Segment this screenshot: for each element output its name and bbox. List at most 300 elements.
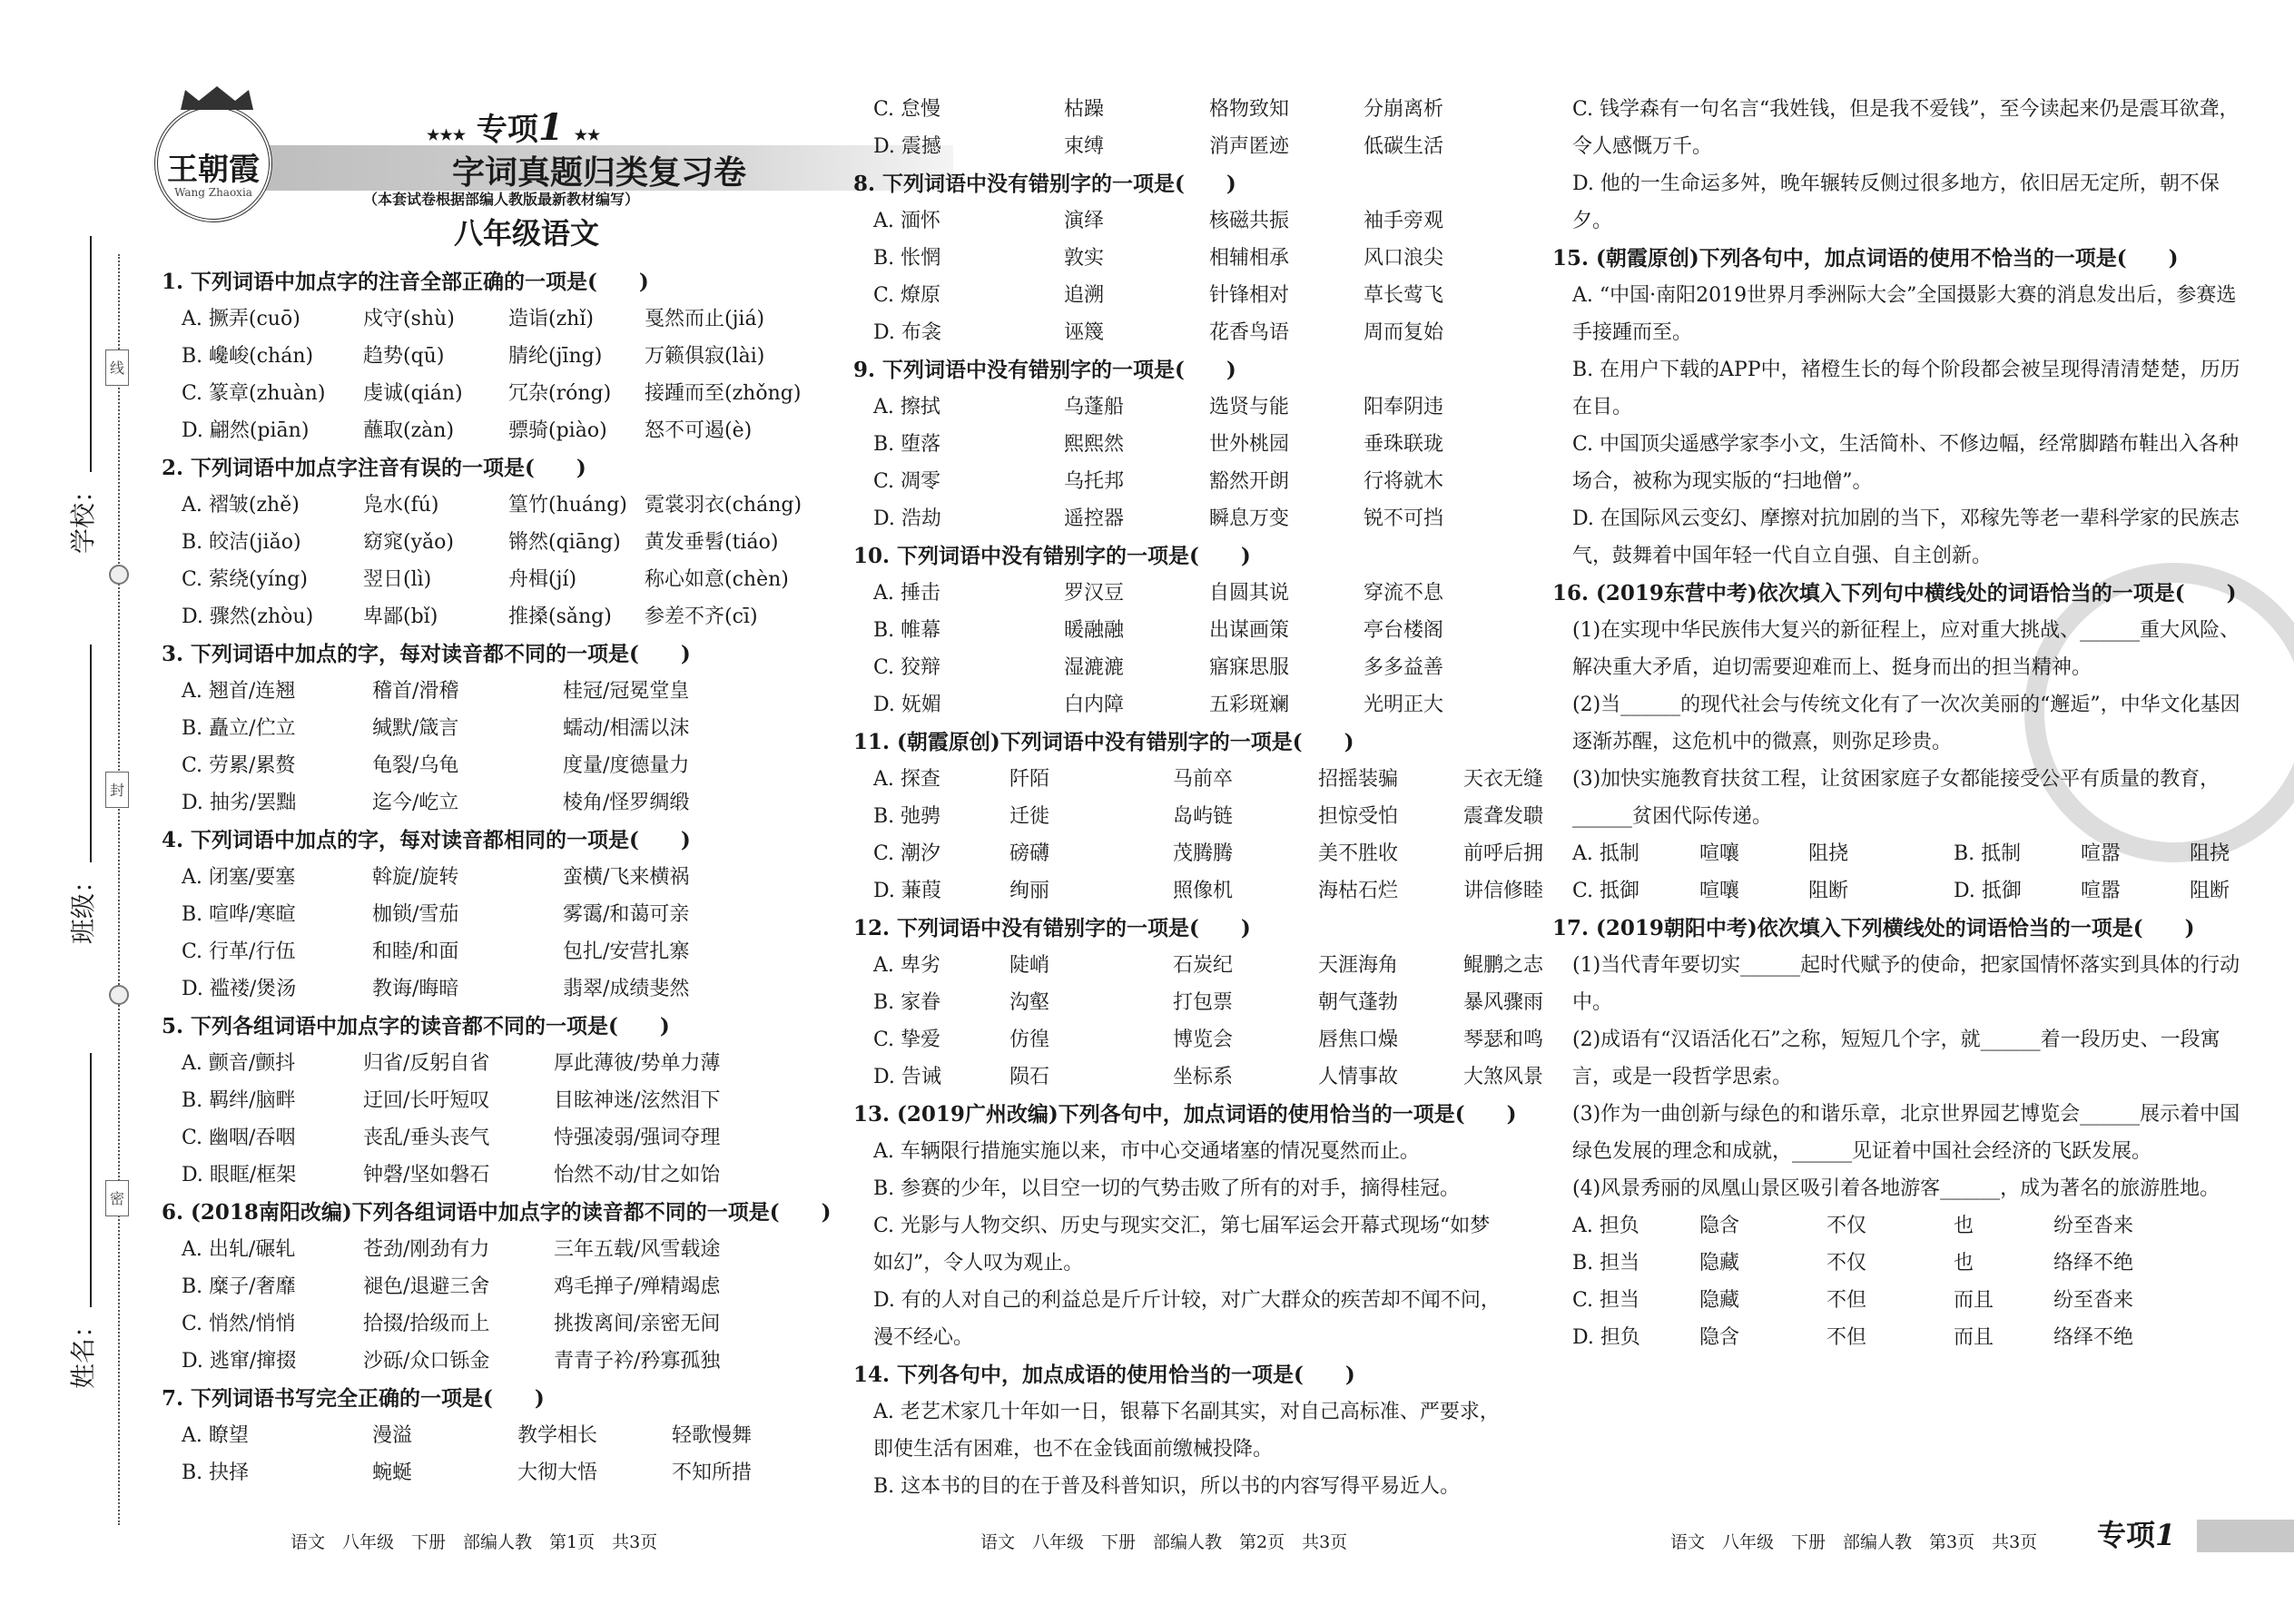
- page-3: [1534, 0, 2260, 1624]
- page-footer: 语文 八年级 下册 部编人教 第1页 共3页: [290, 1532, 658, 1552]
- option-cell: 相辅相承: [1209, 247, 1290, 270]
- option-cell: 趋势(qū): [363, 345, 445, 368]
- question-2-option: [162, 561, 806, 598]
- option-cell: 雾霭/和蔼可亲: [563, 903, 690, 926]
- option-cell: 怡然不动/甘之如饴: [554, 1164, 721, 1186]
- question-8-option: [853, 202, 1507, 240]
- option-cell: 隐藏: [1699, 1252, 1740, 1275]
- option-cell: 敦实: [1064, 247, 1105, 270]
- option-cell: 仿徨: [1009, 1029, 1050, 1051]
- option-cell: 唇焦口燥: [1318, 1029, 1399, 1051]
- page-1: [154, 0, 832, 1624]
- option-cell: 阳奉阴违: [1364, 396, 1444, 418]
- question-1-option: [162, 375, 806, 412]
- question-3-stem: 3. 下列词语中加点的字，每对读音都不同的一项是( ): [162, 642, 691, 666]
- question-13-stem: 13. (2019广州改编)下列各句中，加点词语的使用恰当的一项是( ): [853, 1102, 1517, 1127]
- option-cell: 桂冠/冠冕堂皇: [563, 680, 690, 703]
- binding-hole: [109, 985, 129, 1005]
- question-7-option: [162, 1417, 806, 1454]
- question-17-option: [1552, 1207, 2242, 1245]
- option-cell: D. 蒹葭: [873, 880, 941, 902]
- option-cell: ★★: [574, 126, 601, 143]
- option-cell: 乌蓬船: [1064, 396, 1125, 418]
- question-2-stem: 2. 下列词语中加点字注音有误的一项是( ): [162, 456, 586, 480]
- question-12-option: [853, 1058, 1544, 1096]
- question-16-sentence: (2)当______的现代社会与传统文化有了一次次美丽的“邂逅”，中华文化基因逐渐苏醒，这危机中的微熹，则弥足珍贵。: [1572, 694, 2240, 753]
- option-cell: 蘸取(zàn): [363, 419, 455, 442]
- option-cell: 教学相长: [517, 1424, 598, 1447]
- option-cell: D. 骤然(zhòu): [182, 605, 314, 628]
- question-4-option: [162, 933, 806, 970]
- question-10-stem: 10. 下列词语中没有错别字的一项是( ): [853, 544, 1251, 568]
- option-cell: 乌托邦: [1064, 470, 1125, 493]
- option-cell: 前呼后拥: [1463, 842, 1544, 865]
- option-cell: 纷至沓来: [2053, 1215, 2134, 1237]
- question-9-stem: 9. 下列词语中没有错别字的一项是( ): [853, 358, 1236, 382]
- option-cell: 黄发垂髫(tiáo): [645, 531, 779, 554]
- option-cell: A. 出轧/碾轧: [182, 1238, 296, 1261]
- logo-subtext: Wang Zhaoxia: [174, 186, 252, 199]
- option-cell: 担惊受怕: [1318, 805, 1399, 828]
- option-cell: 拾掇/拾级而上: [363, 1313, 490, 1335]
- question-14-option: D. 他的一生命运多舛，晚年辗转反侧过很多地方，依旧居无定所，朝不保夕。: [1572, 172, 2220, 232]
- option-cell: 阻挠: [1808, 842, 1849, 865]
- option-cell: A. 卑劣: [873, 954, 940, 977]
- option-cell: 专项: [2097, 1518, 2156, 1552]
- logo-text: 王朝霞: [167, 152, 260, 188]
- question-5-option: [162, 1045, 806, 1082]
- question-10-option: [853, 575, 1507, 612]
- question-17-option: [1552, 1245, 2242, 1282]
- option-cell: 遥控器: [1064, 507, 1125, 530]
- option-cell: 沙砾/众口铄金: [363, 1350, 490, 1373]
- option-cell: 阻挠: [2190, 842, 2230, 865]
- option-cell: 戛然而止(jiá): [645, 308, 765, 330]
- question-17-option: [1552, 1282, 2242, 1319]
- option-cell: 隐含: [1699, 1215, 1740, 1237]
- series-number: 1: [537, 106, 564, 149]
- option-cell: 不知所措: [672, 1462, 753, 1484]
- option-cell: 目眩神迷/泫然泪下: [554, 1089, 721, 1112]
- option-cell: D. 眼眶/框架: [182, 1164, 297, 1186]
- option-cell: 归省/反躬自省: [363, 1052, 490, 1075]
- option-cell: 照像机: [1173, 880, 1234, 902]
- option-cell: 朝气蓬勃: [1318, 991, 1399, 1014]
- option-cell: B. 怅惘: [873, 247, 941, 270]
- question-11-option: [853, 798, 1544, 835]
- question-6-option: [162, 1268, 806, 1305]
- class-field: [64, 645, 100, 944]
- option-cell: 不仅: [1826, 1215, 1867, 1237]
- school-label: 学校：: [68, 477, 98, 554]
- question-4-option: [162, 896, 806, 933]
- question-14-stem: 14. 下列各句中，加点成语的使用恰当的一项是( ): [853, 1363, 1355, 1387]
- option-cell: 绚丽: [1009, 880, 1050, 902]
- option-cell: 磅礴: [1009, 842, 1050, 865]
- option-cell: 骠骑(piào): [508, 419, 607, 442]
- option-cell: 缄默/箴言: [372, 717, 459, 740]
- option-cell: 蠕动/相濡以沫: [563, 717, 690, 740]
- option-cell: 周而复始: [1364, 321, 1444, 344]
- option-cell: 度量/度德量力: [563, 754, 690, 777]
- question-6-stem: 6. (2018南阳改编)下列各组词语中加点字的读音都不同的一项是( ): [162, 1200, 832, 1225]
- option-cell: 暖融融: [1064, 619, 1125, 642]
- edition-note: （本套试卷根据部编人教版最新教材编写）: [363, 191, 640, 208]
- option-cell: 消声匿迹: [1209, 135, 1290, 158]
- question-16-option: [1552, 835, 2242, 872]
- question-15-option: B. 在用户下载的APP中，褚橙生长的每个阶段都会被呈现得清清楚楚，历历在目。: [1572, 359, 2240, 418]
- binding-dotted-line: [118, 254, 120, 1525]
- option-cell: 人情事故: [1318, 1066, 1399, 1088]
- option-cell: 海枯石烂: [1318, 880, 1399, 902]
- option-cell: 称心如意(chèn): [645, 568, 789, 591]
- option-cell: 腈纶(jīng): [508, 345, 603, 368]
- question-11-option: [853, 835, 1544, 872]
- question-7-stem: 7. 下列词语书写完全正确的一项是( ): [162, 1386, 545, 1411]
- question-13-option: D. 有的人对自己的利益总是斤斤计较，对广大群众的疾苦却不闻不问，漫不经心。: [873, 1289, 1501, 1349]
- question-17-sentence: (4)风景秀丽的凤凰山景区吸引着各地游客______，成为著名的旅游胜地。: [1572, 1177, 2220, 1200]
- question-14-option: B. 这本书的目的在于普及科普知识，所以书的内容写得平易近人。: [873, 1475, 1461, 1498]
- brand-logo: [154, 104, 272, 222]
- question-11-stem: 11. (朝霞原创)下列词语中没有错别字的一项是( ): [853, 730, 1354, 754]
- option-cell: 分崩离析: [1364, 98, 1444, 121]
- option-cell: 褪色/退避三舍: [363, 1275, 490, 1298]
- question-8-option: [853, 314, 1507, 351]
- question-2-option: [162, 598, 806, 635]
- option-cell: C. 凋零: [873, 470, 941, 493]
- question-12-option: [853, 947, 1544, 984]
- question-4-option: [162, 859, 806, 896]
- series-footer-mark: [2097, 1512, 2175, 1554]
- question-11-option: [853, 761, 1544, 798]
- option-cell: 斡旋/旋转: [372, 866, 459, 889]
- question-13-option: B. 参赛的少年，以目空一切的气势击败了所有的对手，摘得桂冠。: [873, 1177, 1461, 1200]
- question-14-option: C. 钱学森有一句名言“我姓钱，但是我不爱钱”，至今读起来仍是震耳欲聋，令人感慨万千。: [1572, 98, 2240, 158]
- option-cell: C. 行革/行伍: [182, 940, 296, 963]
- grade-subject: 八年级语文: [454, 216, 600, 251]
- option-cell: 络绎不绝: [2053, 1252, 2134, 1275]
- option-cell: C. 劳累/累赘: [182, 754, 296, 777]
- question-12-option: [853, 1021, 1544, 1058]
- question-8-option: [853, 277, 1507, 314]
- option-cell: 1: [2155, 1518, 2176, 1552]
- option-cell: A. 抵制: [1572, 842, 1639, 865]
- option-cell: 枯躁: [1064, 98, 1105, 121]
- question-6-option: [162, 1343, 806, 1380]
- option-cell: 苍劲/刚劲有力: [363, 1238, 490, 1261]
- option-cell: 钟磬/坚如磐石: [363, 1164, 490, 1186]
- option-cell: A. 探查: [873, 768, 940, 791]
- option-cell: 轻歌慢舞: [672, 1424, 753, 1447]
- question-17-sentence: (2)成语有“汉语活化石”之称，短短几个字，就______着一段历史、一段寓言，或是一段哲学思索。: [1572, 1029, 2220, 1088]
- option-cell: B. 担当: [1572, 1252, 1640, 1275]
- option-cell: 打包票: [1173, 991, 1234, 1014]
- option-cell: A. 颤音/颤抖: [182, 1052, 296, 1075]
- question-11-option: [853, 872, 1544, 910]
- option-cell: 枷锁/雪茄: [372, 903, 459, 926]
- question-10-option: [853, 686, 1507, 723]
- option-cell: 白内障: [1064, 694, 1125, 716]
- option-cell: A. 瞭望: [182, 1424, 249, 1447]
- option-cell: 挑拨离间/亲密无间: [554, 1313, 721, 1335]
- question-17-sentence: (3)作为一曲创新与绿色的和谐乐章，北京世界园艺博览会______展示着中国绿色发展的理念和成就，______见证着中国社会经济的飞跃发展。: [1572, 1103, 2240, 1163]
- option-cell: 天衣无缝: [1463, 768, 1544, 791]
- option-cell: D. 妩媚: [873, 694, 941, 716]
- question-5-option: [162, 1119, 806, 1156]
- option-cell: D. 抵御: [1954, 880, 2022, 902]
- seal-mark-seal: 封: [105, 772, 129, 808]
- option-cell: 锐不可挡: [1364, 507, 1444, 530]
- option-cell: 推搡(sǎng): [508, 605, 612, 628]
- option-cell: 垂珠联珑: [1364, 433, 1444, 456]
- option-cell: A. 擦拭: [873, 396, 940, 418]
- option-cell: 不但: [1826, 1289, 1867, 1312]
- option-cell: 震聋发聩: [1463, 805, 1544, 828]
- option-cell: 选贤与能: [1209, 396, 1290, 418]
- option-cell: 马前卒: [1173, 768, 1234, 791]
- option-cell: 冗杂(róng): [508, 382, 612, 405]
- option-cell: 寤寐思服: [1209, 656, 1290, 679]
- option-cell: D. 布衾: [873, 321, 941, 344]
- option-cell: A. 湎怀: [873, 210, 940, 232]
- option-cell: 戍守(shù): [363, 308, 455, 330]
- option-cell: A. 闭塞/要塞: [182, 866, 296, 889]
- option-cell: 翡翠/成绩斐然: [563, 978, 690, 1000]
- option-cell: 蛮横/飞来横祸: [563, 866, 690, 889]
- question-5-stem: 5. 下列各组词语中加点字的读音都不同的一项是( ): [162, 1014, 670, 1038]
- school-field: [64, 236, 100, 554]
- question-7-option: [162, 1454, 806, 1491]
- option-cell: 鲲鹏之志: [1463, 954, 1544, 977]
- option-cell: 豁然开朗: [1209, 470, 1290, 493]
- option-cell: B. 矗立/伫立: [182, 717, 296, 740]
- option-cell: C. 担当: [1572, 1289, 1640, 1312]
- option-cell: 也: [1954, 1252, 1974, 1275]
- page-footer: 语文 八年级 下册 部编人教 第2页 共3页: [980, 1532, 1348, 1552]
- option-cell: 阡陌: [1009, 768, 1050, 791]
- option-cell: 霓裳羽衣(cháng): [645, 494, 802, 517]
- question-10-option: [853, 612, 1507, 649]
- questions-col3: [1552, 91, 2242, 1356]
- option-cell: B. 帷幕: [873, 619, 941, 642]
- option-cell: 稽首/滑稽: [372, 680, 459, 703]
- option-cell: 花香鸟语: [1209, 321, 1290, 344]
- option-cell: C. 潮汐: [873, 842, 941, 865]
- option-cell: B. 弛骋: [873, 805, 941, 828]
- question-1-option: [162, 300, 806, 338]
- option-cell: 讲信修睦: [1463, 880, 1544, 902]
- option-cell: 坐标系: [1173, 1066, 1234, 1088]
- page-2: [835, 0, 1544, 1624]
- option-cell: D. 震撼: [873, 135, 941, 158]
- option-cell: 漫溢: [372, 1424, 413, 1447]
- option-cell: 迁徙: [1009, 805, 1050, 828]
- option-cell: 针锋相对: [1209, 284, 1290, 307]
- option-cell: 大彻大悟: [517, 1462, 598, 1484]
- option-cell: C. 狡辩: [873, 656, 941, 679]
- question-9-option: [853, 500, 1507, 537]
- option-cell: 行将就木: [1364, 470, 1444, 493]
- question-7-option: [853, 91, 1507, 128]
- question-3-option: [162, 710, 806, 747]
- option-cell: 教诲/晦暗: [372, 978, 459, 1000]
- option-cell: 隐藏: [1699, 1289, 1740, 1312]
- option-cell: A. 翘首/连翘: [182, 680, 296, 703]
- option-cell: 三年五载/风雪载途: [554, 1238, 721, 1261]
- question-10-option: [853, 649, 1507, 686]
- option-cell: 参差不齐(cī): [645, 605, 758, 628]
- option-cell: 演绎: [1064, 210, 1105, 232]
- option-cell: 阻断: [2190, 880, 2230, 902]
- option-cell: 而且: [1954, 1326, 1994, 1349]
- option-cell: 湿漉漉: [1064, 656, 1125, 679]
- option-cell: 舟楫(jí): [508, 568, 577, 591]
- option-cell: 博览会: [1173, 1029, 1234, 1051]
- question-6-option: [162, 1231, 806, 1268]
- option-cell: B. 家眷: [873, 991, 941, 1014]
- option-cell: C. 悄然/悄悄: [182, 1313, 296, 1335]
- option-cell: 纷至沓来: [2053, 1289, 2134, 1312]
- option-cell: 世外桃园: [1209, 433, 1290, 456]
- option-cell: 沟壑: [1009, 991, 1050, 1014]
- option-cell: 篁竹(huáng): [508, 494, 627, 517]
- option-cell: 低碳生活: [1364, 135, 1444, 158]
- option-cell: D. 告诫: [873, 1066, 941, 1088]
- question-9-option: [853, 463, 1507, 500]
- question-16-sentence: (3)加快实施教育扶贫工程，让贫困家庭子女都能接受公平有质量的教育，______贫困代际传递。: [1572, 768, 2220, 828]
- option-cell: 石炭纪: [1173, 954, 1234, 977]
- question-15-option: C. 中国顶尖遥感学家李小文，生活简朴、不修边幅，经常脚踏布鞋出入各种场合，被称为现实版的“扫地僧”。: [1572, 433, 2240, 493]
- question-14-option: A. 老艺术家几十年如一日，银幕下名副其实，对自己高标准、严要求，即使生活有困难，也不在金钱面前缴械投降。: [873, 1401, 1500, 1461]
- option-cell: 喧嚷: [1699, 842, 1740, 865]
- option-cell: 青青子衿/矜寡孤独: [554, 1350, 721, 1373]
- option-cell: 也: [1954, 1215, 1974, 1237]
- option-cell: 龟裂/乌龟: [372, 754, 459, 777]
- option-cell: 五彩斑斓: [1209, 694, 1290, 716]
- option-cell: D. 抽劣/罢黜: [182, 792, 297, 814]
- option-cell: 束缚: [1064, 135, 1105, 158]
- option-cell: D. 褴褛/煲汤: [182, 978, 297, 1000]
- question-4-option: [162, 970, 806, 1008]
- option-cell: 不但: [1826, 1326, 1867, 1349]
- question-13-option: A. 车辆限行措施实施以来，市中心交通堵塞的情况戛然而止。: [873, 1140, 1420, 1163]
- question-8-stem: 8. 下列词语中没有错别字的一项是( ): [853, 172, 1236, 196]
- series-label: 专项: [476, 112, 538, 148]
- question-15-option: A. “中国·南阳2019世界月季洲际大会”全国摄影大赛的消息发出后，参赛选手接踵而至。: [1572, 284, 2237, 344]
- question-5-option: [162, 1156, 806, 1194]
- footer-bar: [2197, 1520, 2294, 1552]
- option-cell: 招摇装骗: [1318, 768, 1399, 791]
- option-cell: A. 褶皱(zhě): [182, 494, 300, 517]
- option-cell: 隐含: [1699, 1326, 1740, 1349]
- option-cell: B. 皎洁(jiǎo): [182, 531, 301, 554]
- name-field: [64, 1053, 100, 1389]
- option-cell: 大煞风景: [1463, 1066, 1544, 1088]
- page-footer: 语文 八年级 下册 部编人教 第3页 共3页: [1670, 1532, 2038, 1552]
- option-cell: 喧嚣: [2081, 842, 2122, 865]
- question-9-option: [853, 389, 1507, 426]
- question-15-option: D. 在国际风云变幻、摩擦对抗加剧的当下，邓稼先等老一辈科学家的民族志气，鼓舞着中国年轻一代自立自强、自主创新。: [1572, 507, 2240, 567]
- option-cell: 袖手旁观: [1364, 210, 1444, 232]
- option-cell: 翌日(lì): [363, 568, 432, 591]
- question-17-stem: 17. (2019朝阳中考)依次填入下列横线处的词语恰当的一项是( ): [1552, 916, 2195, 940]
- question-5-option: [162, 1082, 806, 1119]
- option-cell: 亭台楼阁: [1364, 619, 1444, 642]
- option-cell: 棱角/怪罗绸缎: [563, 792, 690, 814]
- option-cell: 琴瑟和鸣: [1463, 1029, 1544, 1051]
- question-12-option: [853, 984, 1544, 1021]
- question-1-option: [162, 338, 806, 375]
- option-cell: 风口浪尖: [1364, 247, 1444, 270]
- question-3-option: [162, 673, 806, 710]
- question-12-stem: 12. 下列词语中没有错别字的一项是( ): [853, 916, 1251, 940]
- questions-col1: [162, 263, 832, 1491]
- option-cell: 和睦/和面: [372, 940, 459, 963]
- option-cell: C. 篆章(zhuàn): [182, 382, 326, 405]
- question-17-sentence: (1)当代青年要切实______起时代赋予的使命，把家国情怀落实到具体的行动中。: [1572, 954, 2240, 1014]
- question-9-option: [853, 426, 1507, 463]
- option-cell: 锵然(qiāng): [508, 531, 621, 554]
- option-cell: C. 怠慢: [873, 98, 941, 121]
- option-cell: 自圆其说: [1209, 582, 1290, 605]
- option-cell: 出谋画策: [1209, 619, 1290, 642]
- option-cell: 喧嚣: [2081, 880, 2122, 902]
- option-cell: 络绎不绝: [2053, 1326, 2134, 1349]
- option-cell: D. 担负: [1572, 1326, 1640, 1349]
- option-cell: 喧嚷: [1699, 880, 1740, 902]
- binding-strip: [0, 0, 154, 1624]
- option-cell: A. 担负: [1572, 1215, 1639, 1237]
- option-cell: A. 撅弄(cuō): [182, 308, 300, 330]
- question-16-stem: 16. (2019东营中考)依次填入下列句中横线处的词语恰当的一项是( ): [1552, 581, 2237, 605]
- option-cell: 格物致知: [1209, 98, 1290, 121]
- option-cell: 迄今/屹立: [372, 792, 459, 814]
- option-cell: C. 幽咽/吞咽: [182, 1127, 296, 1149]
- option-cell: 包扎/安营扎寨: [563, 940, 690, 963]
- option-cell: 光明正大: [1364, 694, 1444, 716]
- option-cell: B. 糜子/奢靡: [182, 1275, 296, 1298]
- option-cell: 迂回/长吁短叹: [363, 1089, 490, 1112]
- option-cell: D. 逃窜/撺掇: [182, 1350, 297, 1373]
- option-cell: 暴风骤雨: [1463, 991, 1544, 1014]
- option-cell: B. 羁绊/脑畔: [182, 1089, 296, 1112]
- question-3-option: [162, 747, 806, 784]
- seal-mark-line: 线: [105, 349, 129, 386]
- question-13-option: C. 光影与人物交织、历史与现实交汇，第七届军运会开幕式现场“如梦如幻”，令人叹为观止。: [873, 1215, 1491, 1275]
- option-cell: 茂腾腾: [1173, 842, 1234, 865]
- option-cell: B. 抉择: [182, 1462, 250, 1484]
- option-cell: 诬篾: [1064, 321, 1105, 344]
- option-cell: D. 翩然(piān): [182, 419, 310, 442]
- question-4-stem: 4. 下列词语中加点的字，每对读音都相同的一项是( ): [162, 828, 691, 852]
- option-cell: 草长莺飞: [1364, 284, 1444, 307]
- option-cell: 穿流不息: [1364, 582, 1444, 605]
- option-cell: 多多益善: [1364, 656, 1444, 679]
- question-1-option: [162, 412, 806, 449]
- question-16-option: [1552, 872, 2242, 910]
- option-cell: C. 挚爱: [873, 1029, 941, 1051]
- class-label: 班级：: [68, 867, 98, 944]
- option-cell: A. 捶击: [873, 582, 940, 605]
- option-cell: 丧乱/垂头丧气: [363, 1127, 490, 1149]
- option-cell: 卑鄙(bǐ): [363, 605, 438, 628]
- option-cell: 窈窕(yǎo): [363, 531, 454, 554]
- option-cell: 而且: [1954, 1289, 1994, 1312]
- option-cell: C. 抵御: [1572, 880, 1640, 902]
- binding-hole: [109, 565, 129, 585]
- option-cell: ★★★: [427, 126, 467, 143]
- option-cell: 鸡毛掸子/殚精竭虑: [554, 1275, 721, 1298]
